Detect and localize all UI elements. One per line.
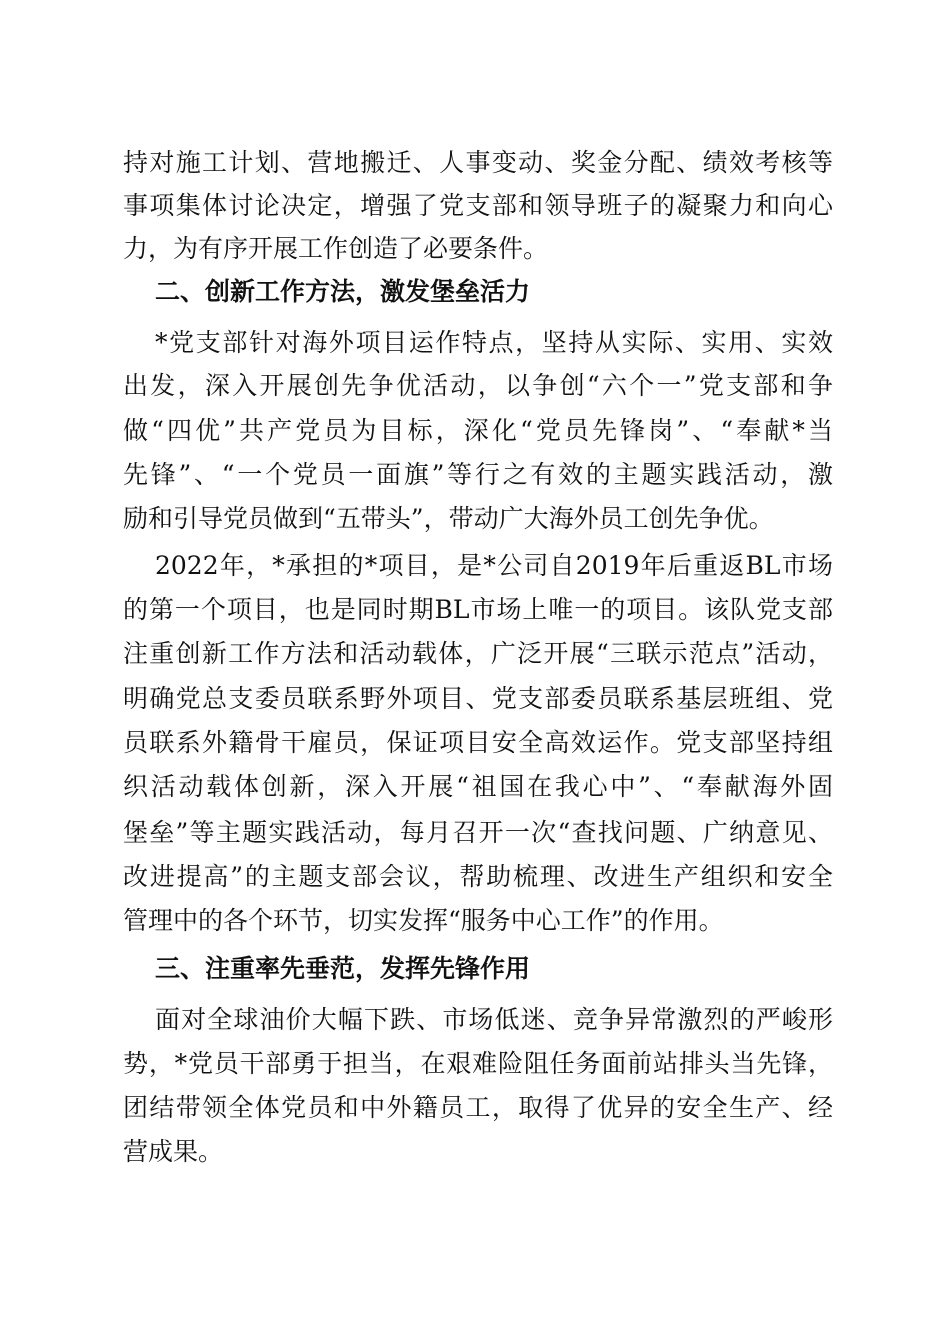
para3-line-6: 织活动载体创新，深入开展“祖国在我心中”、“奉献海外固 xyxy=(123,772,833,801)
para4-line-2: 势，*党员干部勇于担当，在艰难险阻任务面前站排头当先锋， xyxy=(123,1049,833,1078)
para1-line-1: 持对施工计划、营地搬迁、人事变动、奖金分配、绩效考核等 xyxy=(123,148,833,177)
para3-line-4: 明确党总支委员联系野外项目、党支部委员联系基层班组、党 xyxy=(123,684,833,713)
section-heading-3: 三、注重率先垂范，发挥先锋作用 xyxy=(155,954,531,983)
para3-line-2: 的第一个项目，也是同时期BL市场上唯一的项目。该队党支部 xyxy=(123,595,833,624)
para2-line-3: 做“四优”共产党员为目标，深化“党员先锋岗”、“奉献*当 xyxy=(123,416,833,445)
para2-line-5: 励和引导党员做到“五带头”，带动广大海外员工创先争优。 xyxy=(123,504,774,533)
para1-line-3: 力，为有序开展工作创造了必要条件。 xyxy=(123,234,549,263)
para4-line-3: 团结带领全体党员和中外籍员工，取得了优异的安全生产、经 xyxy=(123,1093,833,1122)
para3-line-3: 注重创新工作方法和活动载体，广泛开展“三联示范点”活动， xyxy=(123,639,833,668)
para3-line-9: 管理中的各个环节，切实发挥“服务中心工作”的作用。 xyxy=(123,906,724,935)
para4-line-1: 面对全球油价大幅下跌、市场低迷、竞争异常激烈的严峻形 xyxy=(155,1005,833,1034)
para3-line-7: 堡垒”等主题实践活动，每月召开一次“查找问题、广纳意见、 xyxy=(123,818,833,847)
para2-line-1: *党支部针对海外项目运作特点，坚持从实际、实用、实效 xyxy=(155,328,833,357)
para3-line-8: 改进提高”的主题支部会议，帮助梳理、改进生产组织和安全 xyxy=(123,862,833,891)
para2-line-2: 出发，深入开展创先争优活动，以争创“六个一”党支部和争 xyxy=(123,371,833,400)
para3-line-5: 员联系外籍骨干雇员，保证项目安全高效运作。党支部坚持组 xyxy=(123,728,833,757)
para3-line-1: 2022年，*承担的*项目，是*公司自2019年后重返BL市场 xyxy=(155,551,833,580)
para2-line-4: 先锋”、“一个党员一面旗”等行之有效的主题实践活动，激 xyxy=(123,460,833,489)
para1-line-2: 事项集体讨论决定，增强了党支部和领导班子的凝聚力和向心 xyxy=(123,191,833,220)
para4-line-4: 营成果。 xyxy=(123,1137,224,1166)
section-heading-2: 二、创新工作方法，激发堡垒活力 xyxy=(155,277,531,306)
